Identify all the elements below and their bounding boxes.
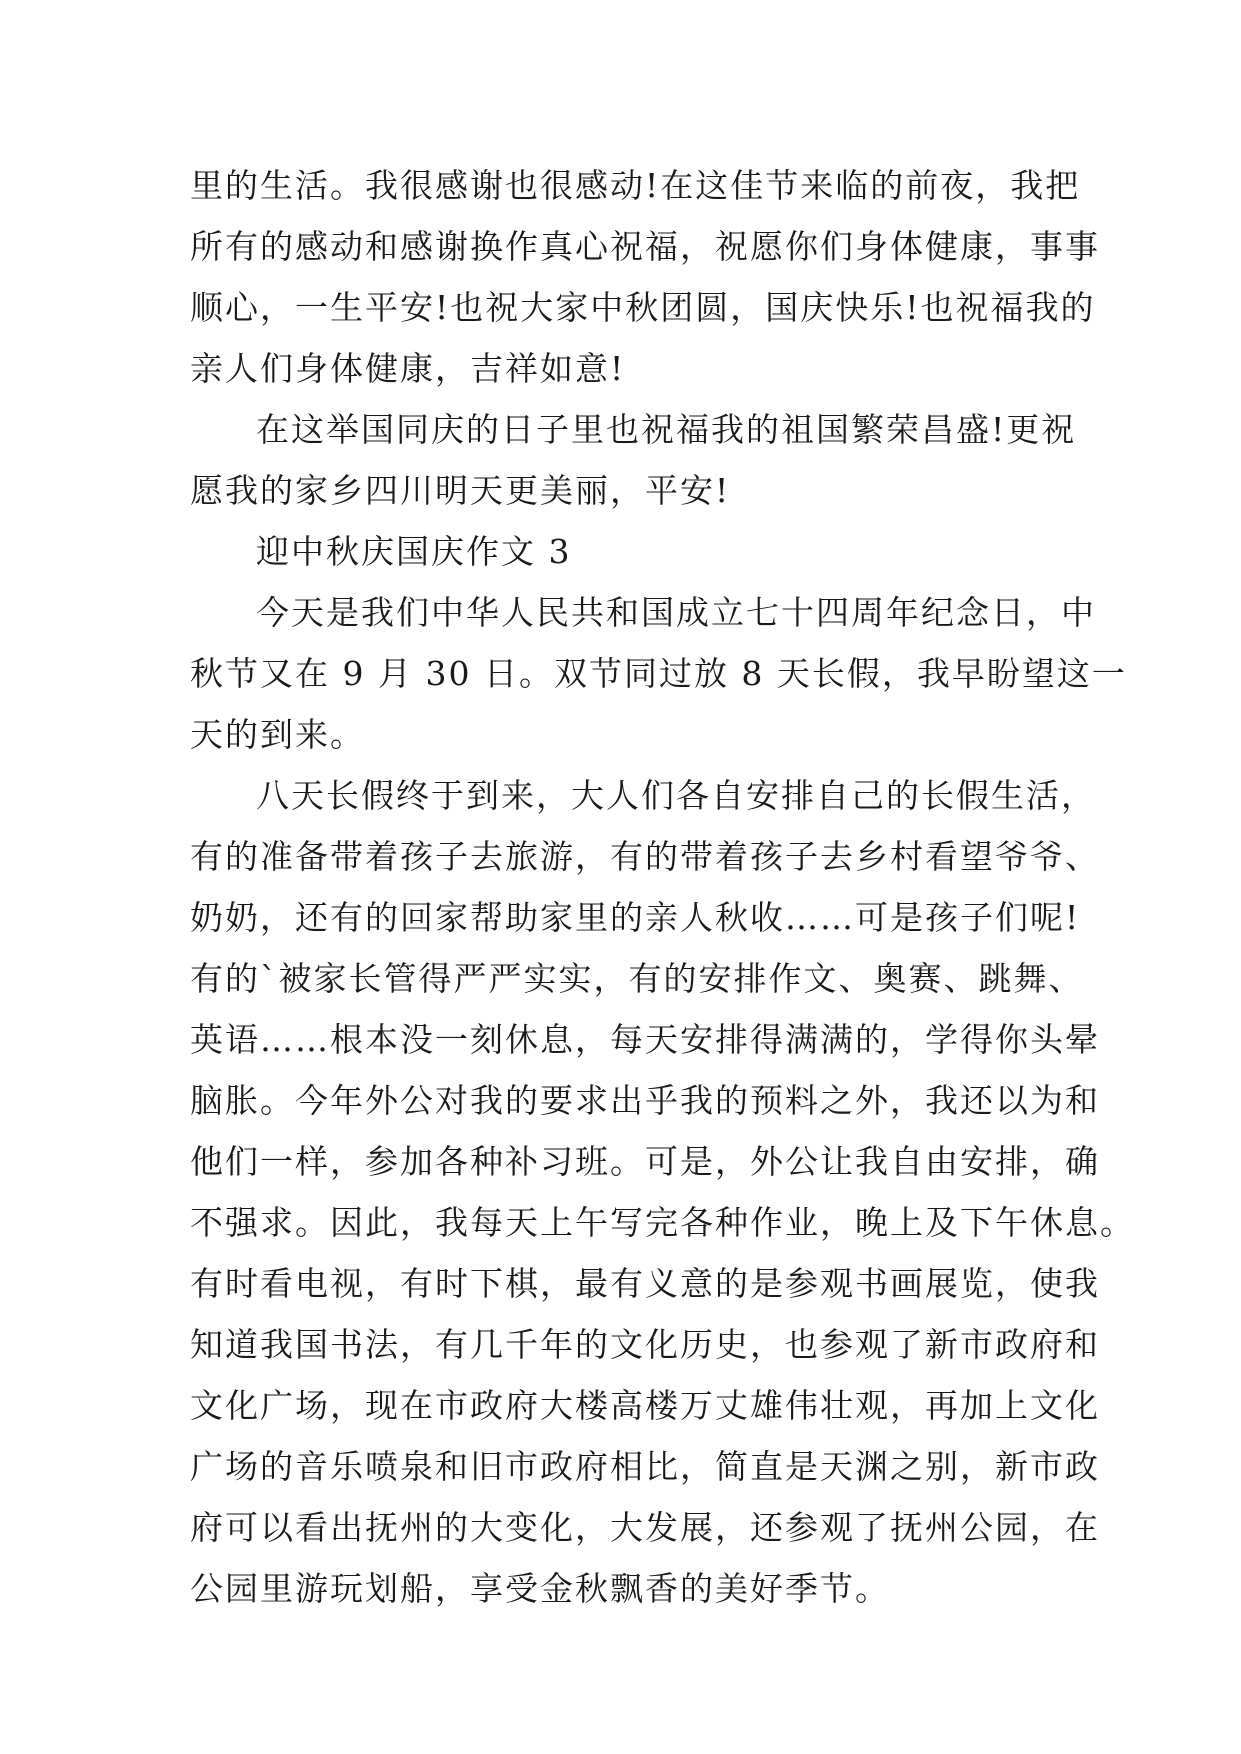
text-line: 天的到来。 [190, 715, 365, 754]
text-line: 他们一样，参加各种补习班。可是，外公让我自由安排，确 [190, 1142, 1100, 1181]
text-line: 文化广场，现在市政府大楼高楼万丈雄伟壮观，再加上文化 [190, 1386, 1100, 1425]
essay-heading: 迎中秋庆国庆作文 3 [256, 532, 572, 571]
text-line: 顺心，一生平安!也祝大家中秋团圆，国庆快乐!也祝福我的 [190, 288, 1096, 327]
text-line: 有的`被家长管得严严实实，有的安排作文、奥赛、跳舞、 [190, 959, 1084, 998]
text-line: 秋节又在 9 月 30 日。双节同过放 8 天长假，我早盼望这一 [190, 654, 1127, 693]
paragraph-start-line: 八天长假终于到来，大人们各自安排自己的长假生活， [256, 776, 1096, 815]
text-line: 奶奶，还有的回家帮助家里的亲人秋收……可是孩子们呢! [190, 898, 1081, 937]
text-line: 所有的感动和感谢换作真心祝福，祝愿你们身体健康，事事 [190, 227, 1100, 266]
text-line: 府可以看出抚州的大变化，大发展，还参观了抚州公园，在 [190, 1508, 1100, 1547]
text-line: 有时看电视，有时下棋，最有义意的是参观书画展览，使我 [190, 1264, 1100, 1303]
text-line: 英语……根本没一刻休息，每天安排得满满的，学得你头晕 [190, 1020, 1100, 1059]
text-line: 广场的音乐喷泉和旧市政府相比，简直是天渊之别，新市政 [190, 1447, 1100, 1486]
text-line: 知道我国书法，有几千年的文化历史，也参观了新市政府和 [190, 1325, 1100, 1364]
text-line: 里的生活。我很感谢也很感动!在这佳节来临的前夜，我把 [190, 166, 1081, 205]
paragraph-start-line: 今天是我们中华人民共和国成立七十四周年纪念日，中 [256, 593, 1096, 632]
text-line: 亲人们身体健康，吉祥如意! [190, 349, 626, 388]
essay-body [190, 155, 1135, 1619]
text-line: 不强求。因此，我每天上午写完各种作业，晚上及下午休息。 [190, 1203, 1135, 1242]
text-line: 愿我的家乡四川明天更美丽，平安! [190, 471, 731, 510]
paragraph-start-line: 在这举国同庆的日子里也祝福我的祖国繁荣昌盛!更祝 [256, 410, 1077, 449]
text-line: 有的准备带着孩子去旅游，有的带着孩子去乡村看望爷爷、 [190, 837, 1100, 876]
text-line: 脑胀。今年外公对我的要求出乎我的预料之外，我还以为和 [190, 1081, 1100, 1120]
text-line: 公园里游玩划船，享受金秋飘香的美好季节。 [190, 1569, 890, 1608]
